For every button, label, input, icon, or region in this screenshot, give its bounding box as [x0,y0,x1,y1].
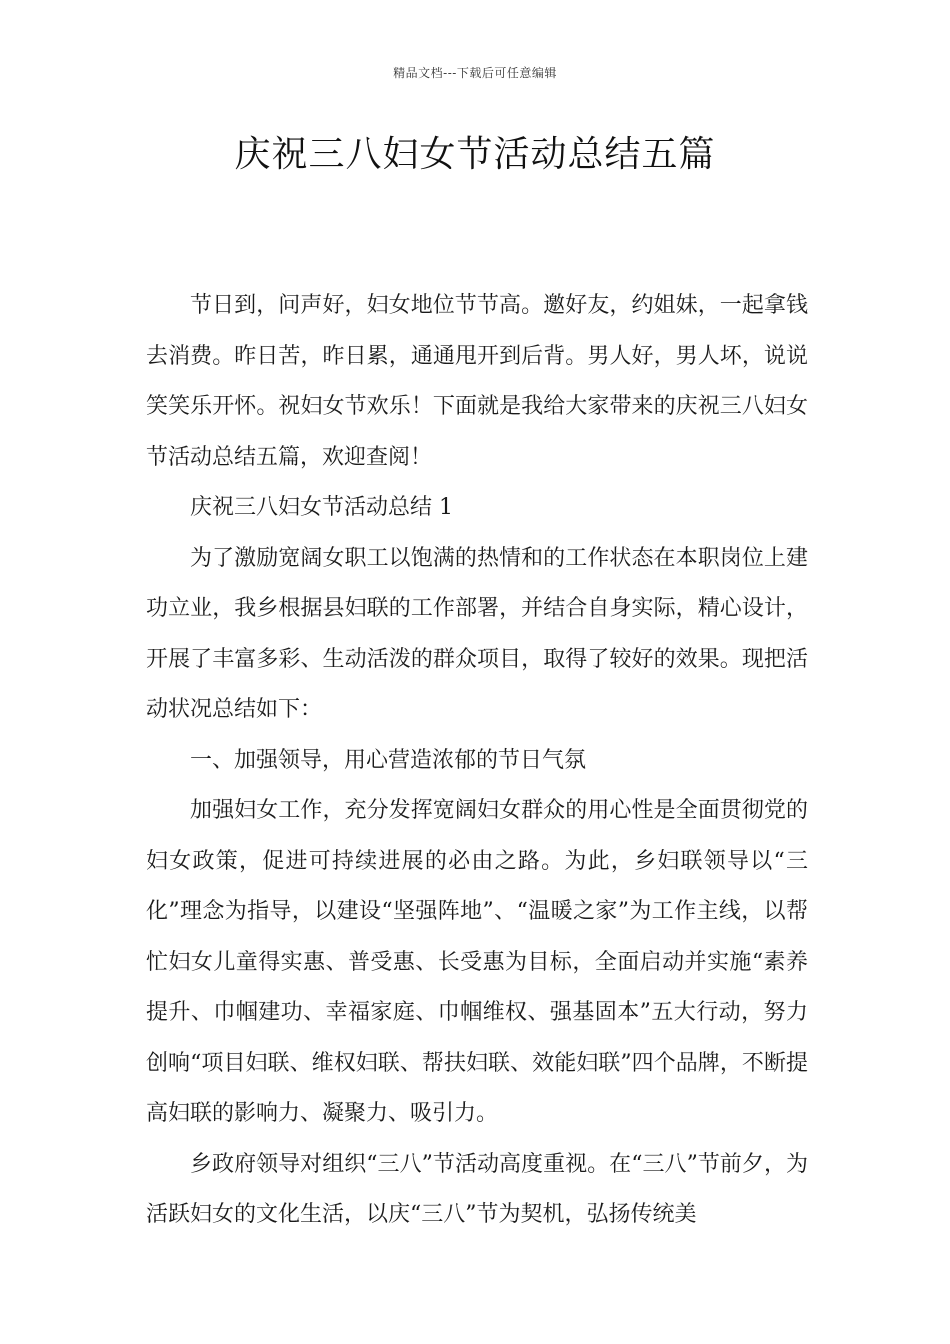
header-note: 精品文档---下载后可任意编辑 [393,66,557,80]
paragraph-intro: 节日到，问声好，妇女地位节节高。邀好友，约姐妹，一起拿钱去消费。昨日苦，昨日累，通通甩开到后背。男人好，男人坏，说说笑笑乐开怀。祝妇女节欢乐！下面就是我给大家带来的庆祝三八妇女节活动总结五篇，欢迎查阅！ [146,293,808,470]
paragraph-overview: 为了激励宽阔女职工以饱满的热情和的工作状态在本职岗位上建功立业，我乡根据县妇联的工作部署，并结合自身实际，精心设计，开展了丰富多彩、生动活泼的群众项目，取得了较好的效果。现把活动状况总结如下： [146,545,808,722]
paragraph-leadership: 加强妇女工作，充分发挥宽阔妇女群众的用心性是全面贯彻党的妇女政策，促进可持续进展的必由之路。为此，乡妇联领导以“三化”理念为指导，以建设“坚强阵地”、“温暖之家”为工作主线，以帮忙妇女儿童得实惠、普受惠、长受惠为目标，全面启动并实施“素养提升、巾帼建功、幸福家庭、巾帼维权、强基固本”五大行动，努力创响“项目妇联、维权妇联、帮扶妇联、效能妇联”四个品牌，不断提高妇联的影响力、凝聚力、吸引力。 [146,798,808,1126]
section-heading-1: 庆祝三八妇女节活动总结 1 [190,495,453,520]
paragraph-government: 乡政府领导对组织“三八”节活动高度重视。在“三八”节前夕，为活跃妇女的文化生活，以庆“三八”节为契机，弘扬传统美 [146,1151,808,1227]
document-title: 庆祝三八妇女节活动总结五篇 [234,134,716,175]
document-body [146,281,808,1241]
subsection-heading-1: 一、加强领导，用心营造浓郁的节日气氛 [190,747,587,773]
